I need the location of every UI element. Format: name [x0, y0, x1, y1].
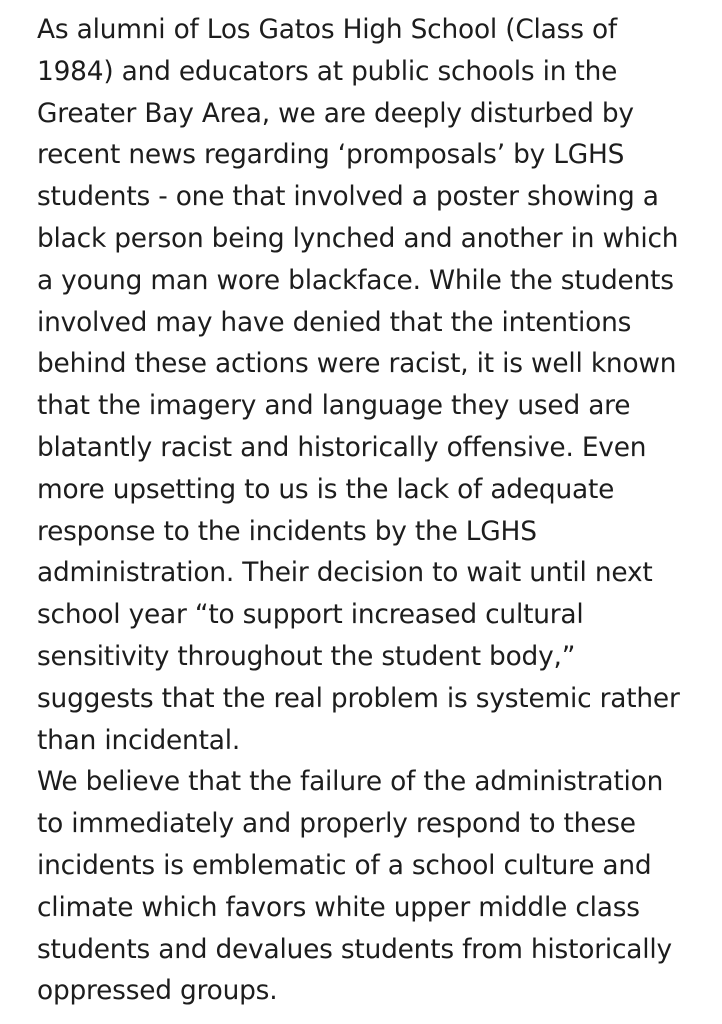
text-line: Greater Bay Area, we are deeply disturbed by — [37, 97, 634, 129]
text-line: to immediately and properly respond to these — [37, 808, 636, 840]
text-line: climate which favors white upper middle class — [37, 891, 640, 923]
text-line: involved may have denied that the intentions — [37, 306, 632, 338]
text-line: As alumni of Los Gatos High School (Class of — [37, 14, 617, 45]
text-line: more upsetting to us is the lack of adequate — [37, 473, 615, 505]
text-line: a young man wore blackface. While the students — [37, 264, 674, 296]
text-line: suggests that the real problem is systemic rather — [37, 682, 680, 714]
text-line: incidents is emblematic of a school culture and — [37, 849, 652, 881]
text-line: response to the incidents by the LGHS — [37, 515, 537, 547]
letter-body — [37, 9, 717, 1012]
text-line: that the imagery and language they used are — [37, 390, 631, 422]
text-line: blatantly racist and historically offensive. Even — [37, 431, 647, 463]
text-line: students and devalues students from historically — [37, 933, 672, 965]
text-line: administration. Their decision to wait until next — [37, 557, 653, 589]
text-line: We believe that the failure of the administration — [37, 766, 664, 798]
text-line: than incidental. — [37, 724, 241, 756]
text-line: 1984) and educators at public schools in the — [37, 55, 618, 87]
text-line: oppressed groups. — [37, 975, 278, 1007]
text-line: sensitivity throughout the student body,” — [37, 640, 576, 672]
text-line: students - one that involved a poster showing a — [37, 181, 659, 213]
text-line: school year “to support increased cultural — [37, 599, 584, 631]
text-line: black person being lynched and another in which — [37, 222, 679, 254]
text-line: recent news regarding ‘promposals’ by LGHS — [37, 139, 625, 171]
text-line: behind these actions were racist, it is well known — [37, 348, 677, 380]
